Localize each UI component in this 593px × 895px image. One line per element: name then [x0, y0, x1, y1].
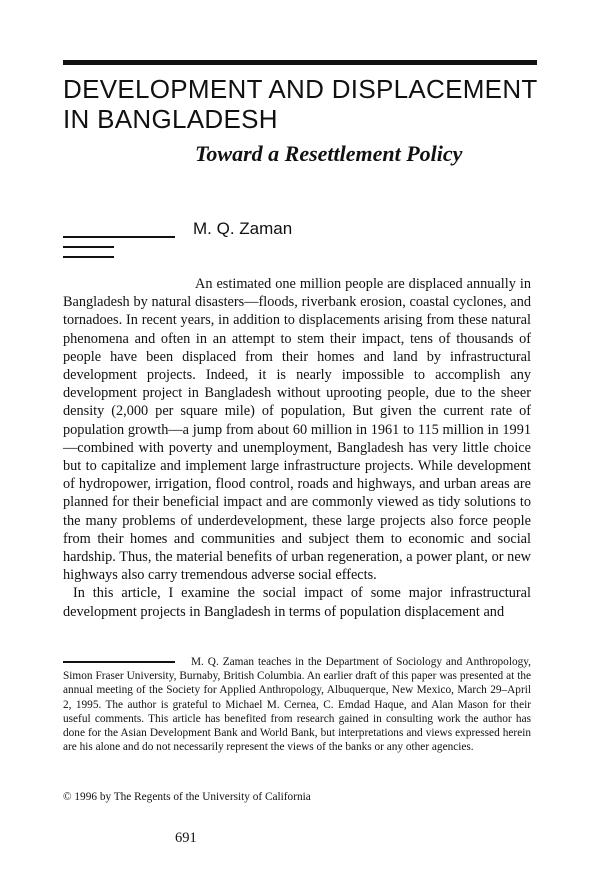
article-title: DEVELOPMENT AND DISPLACEMENT IN BANGLADESH [63, 74, 538, 134]
footnote [63, 655, 531, 754]
author-note: M. Q. Zaman teaches in the Department of Sociology and Anthropology, Simon Fraser University, Burnaby, British Columbia. An earlier draft of this paper was presented at the annual meeting of the Society for Applied Anthropology, Albuquerque, New Mexico, March 29–April 2, 1995. The author is grateful to Michael M. Cernea, C. Emdad Haque, and Alan Mason for their useful comments. This article has benefited from research gained in consulting work the author has done for the Asian Development Bank and World Bank, but interpretations and views expressed herein are his alone and do not necessarily represent the views of the banks or any other agencies. [63, 656, 531, 754]
copyright-notice: © 1996 by The Regents of the University of California [63, 791, 311, 803]
body-paragraph: An estimated one million people are displaced annually in Bangladesh by natural disasters—floods, riverbank erosion, coastal cyclones, and tornadoes. In recent years, in addition to displacements arising from these natural phenomena and often in an attempt to stem their impact, tens of thousands of people have been displaced from their homes and land by infrastructural development projects. Indeed, it is nearly impossible to accomplish any development project in Bangladesh without uprooting people, due to the sheer density (2,000 per square mile) of population, But given the current rate of population growth—a jump from about 60 million in 1961 to 115 million in 1991—combined with poverty and unemployment, Bangladesh has very little choice but to capitalize and implement large infrastructure projects. While development of hydropower, irrigation, flood control, roads and highways, and urban areas are planned for their beneficial impact and are commonly viewed as tidy solutions to the many problems of underdevelopment, these large projects also force people from their homes and communities and subject them to economic and social hardship. Thus, the material benefits of urban regeneration, a power plant, or new highways also carry tremendous adverse social effects. [63, 276, 531, 584]
author-rule [63, 236, 175, 238]
body-paragraph: In this article, I examine the social impact of some major infrastructural development projects in Bangladesh in terms of population displacement and [63, 585, 531, 620]
author-rule [63, 246, 114, 248]
article-body [63, 275, 531, 621]
top-rule [63, 60, 537, 65]
page-number: 691 [175, 830, 197, 846]
author-name: M. Q. Zaman [193, 219, 293, 238]
author-rule [63, 256, 114, 258]
article-subtitle: Toward a Resettlement Policy [195, 141, 463, 166]
